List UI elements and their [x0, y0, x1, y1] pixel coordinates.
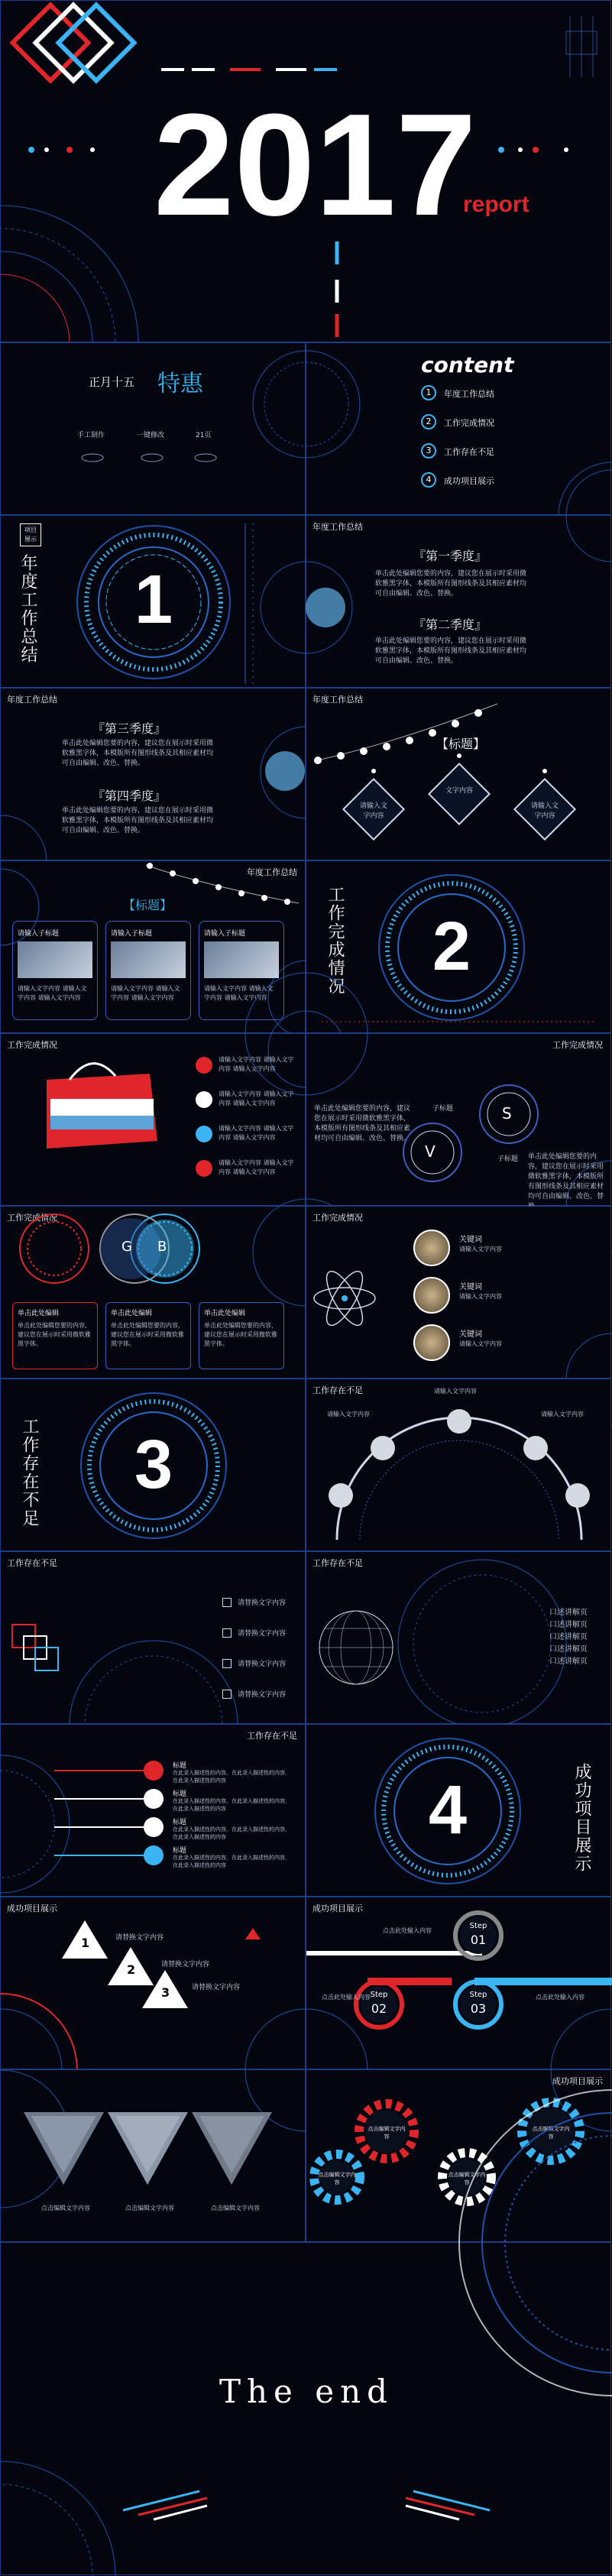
section-2-slide [306, 860, 611, 1033]
triangle-number: 1 [81, 1936, 90, 1950]
gear-label: 点击编辑文字内容 [318, 2172, 356, 2186]
gears [306, 2070, 612, 2243]
bag-item-text: 请输入文字内容 请输入文字内容 请输入文字内容 [219, 1090, 294, 1107]
diamond-3-text: 请输入文字内容 [530, 802, 559, 820]
photo-caption: 点击编辑文字内容 [211, 2205, 260, 2211]
keyword-label: 关键词 [459, 1330, 482, 1339]
triangle-number: 2 [127, 1962, 136, 1977]
slide-header: 工作完成情况 [7, 1040, 57, 1050]
gear-label: 点击编辑文字内容 [448, 2172, 486, 2186]
cards-slide [0, 860, 306, 1033]
slide-header: 工作完成情况 [552, 1040, 603, 1050]
gear-label: 点击编辑文字内容 [368, 2126, 406, 2140]
photo-triangles [1, 2070, 306, 2243]
slide-header: 年度工作总结 [312, 695, 363, 705]
diamonds-title: 【标题】 [436, 737, 486, 751]
bag-item-text: 请输入文字内容 请输入文字内容 请输入文字内容 [219, 1159, 294, 1175]
keyword-photo [413, 1324, 450, 1361]
card-text: 请输入文字内容 请输入文字内容 请输入文字内容 [18, 985, 87, 1001]
keyword-photo [413, 1230, 450, 1266]
steps-slide [306, 1897, 611, 2069]
section-2-title: 工作完成情况 [325, 886, 345, 996]
triangle-text: 请替换文字内容 [161, 1961, 210, 1968]
v-letter: V [425, 1142, 436, 1161]
bag-item-icon [196, 1160, 212, 1177]
section-1-slide [0, 515, 306, 688]
end-slide [0, 2242, 611, 2575]
step-text: 点击此处输入内容 [536, 1994, 584, 2001]
card-subtitle: 请输入子标题 [18, 930, 60, 938]
timeline-text: 在此录入描述性的内容，在此录入描述性的内容，在此录入描述性的内容 [173, 1770, 290, 1784]
cover-report-label: report [463, 192, 529, 217]
timeline-title: 标题 [173, 1762, 187, 1770]
timeline-title: 标题 [173, 1847, 187, 1855]
content-number: 3 [421, 443, 436, 458]
gb-box [199, 1302, 284, 1369]
check-text: 请替换文字内容 [238, 1661, 287, 1668]
vs-right-text: 单击此处编辑您要的内容，建议您在展示时采用微软雅黑字体，本模版所有图形线条及其相应素材均可自由编辑、改色、替 [528, 1153, 604, 1201]
q3-text: 单击此处编辑您要的内容，建议您在展示时采用微软雅黑字体，本模版所有图形线条及其相应素材均可自由编辑、改色、替换。 [62, 740, 214, 767]
content-item: 成功项目展示 [444, 476, 494, 486]
card [105, 921, 191, 1020]
step-number: 01 [470, 1933, 487, 1947]
cover-year: 2017 [154, 84, 477, 246]
timeline-slide [0, 1724, 306, 1897]
vs-slide [306, 1033, 611, 1206]
keyword-label: 关键词 [459, 1236, 482, 1244]
feature-icons [1, 343, 306, 516]
triangles-decoration [1, 1897, 306, 2070]
feature-2: 一键修改 [137, 432, 165, 439]
b-letter: B [157, 1239, 167, 1255]
diamonds-slide [306, 688, 611, 860]
bag-item-icon [196, 1091, 212, 1108]
gears-slide [306, 2069, 611, 2242]
step-label: Step [469, 1922, 487, 1930]
slide-header: 年度工作总结 [7, 695, 57, 705]
step-label: Step [469, 1991, 487, 1999]
q4-heading: 『第四季度』 [92, 789, 167, 803]
talk-item: 口述讲解页 [549, 1621, 588, 1629]
talk-item: 口述讲解页 [549, 1657, 588, 1666]
gb-box-title: 单击此处编辑 [204, 1310, 246, 1317]
gb-box-text: 单击此处编辑您要的内容，建议您在展示时采用微软雅黑字体。 [111, 1322, 184, 1347]
triangles-slide [0, 1897, 306, 2069]
q1-heading: 『第一季度』 [413, 549, 487, 563]
checklist-decoration [1, 1552, 306, 1725]
card-subtitle: 请输入子标题 [204, 930, 246, 938]
check-box [222, 1628, 232, 1638]
bag-item-text: 请输入文字内容 请输入文字内容 请输入文字内容 [219, 1056, 294, 1072]
talk-item: 口述讲解页 [549, 1633, 588, 1641]
photo-triangles-slide [0, 2069, 306, 2242]
step-number: 03 [470, 2001, 487, 2016]
keywords-slide [306, 1206, 611, 1379]
arc-icons-slide [306, 1379, 611, 1551]
sub-title: 特惠 [157, 371, 203, 397]
timeline-title: 标题 [173, 1790, 187, 1798]
content-slide [306, 342, 611, 515]
feature-3: 21页 [196, 432, 212, 439]
gb-box [105, 1302, 191, 1369]
card-image [204, 941, 279, 978]
keyword-photo [413, 1277, 450, 1314]
vs-left-text: 单击此处编辑您要的内容，建议您在展示时采用微软雅黑字体，本模版所有图形线条及其相应素材均可自由编辑、改色、替换。 [314, 1105, 411, 1142]
globe-slide [306, 1551, 611, 1724]
gb-box-text: 单击此处编辑您要的内容，建议您在展示时采用微软雅黑字体。 [18, 1322, 91, 1347]
section-2-number: 2 [432, 909, 471, 985]
step-text: 点击此处输入内容 [383, 1927, 432, 1934]
section-3-slide [0, 1379, 306, 1551]
q1-text: 单击此处编辑您要的内容，建议您在展示时采用微软雅黑字体，本模版所有图形线条及其相应素材均可自由编辑、改色、替换。 [375, 570, 527, 598]
gb-box [12, 1302, 98, 1369]
q4-text: 单击此处编辑您要的内容，建议您在展示时采用微软雅黑字体，本模版所有图形线条及其相应素材均可自由编辑、改色、替换。 [62, 807, 214, 834]
sub-small-title: 正月十五 [89, 375, 135, 389]
keyword-text: 请输入文字内容 [459, 1246, 502, 1252]
cover-slide [0, 0, 611, 342]
content-item: 工作完成情况 [444, 418, 494, 428]
checklist-slide [0, 1551, 306, 1724]
photo-caption: 点击编辑文字内容 [41, 2205, 90, 2211]
card-text: 请输入文字内容 请输入文字内容 请输入文字内容 [111, 985, 180, 1001]
card [199, 921, 284, 1020]
slide-header: 工作完成情况 [312, 1213, 363, 1223]
diamond-2-text: 文字内容 [445, 787, 473, 795]
s-label: 子标题 [497, 1155, 519, 1163]
gear-label: 点击编辑文字内容 [532, 2126, 570, 2140]
diamond-shapes [306, 689, 612, 861]
q3q4-slide [0, 688, 306, 860]
diamond-1-text: 请输入文字内容 [359, 802, 387, 820]
photo-caption: 点击编辑文字内容 [125, 2205, 174, 2211]
timeline-text: 在此录入描述性的内容，在此录入描述性的内容，在此录入描述性的内容 [173, 1826, 290, 1840]
check-text: 请替换文字内容 [238, 1691, 287, 1699]
card-subtitle: 请输入子标题 [111, 930, 153, 938]
s-letter: S [502, 1104, 512, 1123]
triangle-number: 3 [161, 1985, 170, 2000]
content-title: content [421, 352, 514, 377]
slide-header: 年度工作总结 [312, 522, 363, 532]
bag-item-text: 请输入文字内容 请输入文字内容 请输入文字内容 [219, 1125, 294, 1141]
section-1-title: 年度工作总结 [18, 554, 37, 664]
arc-icons [306, 1379, 612, 1552]
content-number: 4 [421, 472, 436, 488]
card-image [18, 941, 92, 978]
v-label: 子标题 [432, 1105, 454, 1113]
keyword-label: 关键词 [459, 1283, 482, 1291]
check-box [222, 1598, 232, 1607]
content-item: 工作存在不足 [444, 447, 494, 457]
end-text: The end [219, 2373, 394, 2410]
q2-text: 单击此处编辑您要的内容，建议您在展示时采用微软雅黑字体，本模版所有图形线条及其相应素材均可自由编辑、改色、替换。 [375, 637, 527, 665]
step-text: 点击此处输入内容 [322, 1994, 371, 2001]
steps-decoration [306, 1897, 612, 2070]
slide-header: 工作存在不足 [247, 1731, 297, 1741]
slide-header: 工作存在不足 [7, 1558, 57, 1568]
slide-header: 工作存在不足 [312, 1558, 363, 1568]
slide-header: 年度工作总结 [247, 867, 297, 877]
slide-header: 成功项目展示 [7, 1904, 57, 1913]
arc-label: 请输入文字内容 [541, 1411, 584, 1418]
slide-header: 工作存在不足 [312, 1385, 363, 1395]
card-text: 请输入文字内容 请输入文字内容 请输入文字内容 [204, 985, 274, 1001]
arc-label: 请输入文字内容 [434, 1388, 477, 1395]
gb-box-title: 单击此处编辑 [111, 1310, 153, 1317]
check-box [222, 1659, 232, 1668]
g-letter: G [121, 1239, 132, 1255]
gb-slide [0, 1206, 306, 1379]
triangle-text: 请替换文字内容 [192, 1984, 241, 1991]
timeline-text: 在此录入描述性的内容，在此录入描述性的内容，在此录入描述性的内容 [173, 1798, 290, 1812]
slide-header: 工作完成情况 [7, 1213, 57, 1223]
q1q2-slide [306, 515, 611, 688]
keyword-text: 请输入文字内容 [459, 1340, 502, 1347]
gb-box-title: 单击此处编辑 [18, 1310, 60, 1317]
check-box [222, 1690, 232, 1699]
cards-title: 【标题】 [123, 898, 173, 912]
content-number: 2 [421, 414, 436, 429]
bag-slide [0, 1033, 306, 1206]
arc-label: 请输入文字内容 [327, 1411, 370, 1418]
section-1-number: 1 [134, 562, 173, 638]
check-text: 请替换文字内容 [238, 1599, 287, 1607]
gb-box-text: 单击此处编辑您要的内容，建议您在展示时采用微软雅黑字体。 [204, 1322, 277, 1347]
content-number: 1 [421, 385, 436, 400]
section-4-slide [306, 1724, 611, 1897]
feature-1: 手工制作 [77, 432, 105, 439]
step-number: 02 [371, 2001, 387, 2016]
bag-item-icon [196, 1126, 212, 1142]
talk-item: 口述讲解页 [549, 1645, 588, 1654]
card [12, 921, 98, 1020]
card-image [111, 941, 186, 978]
section-3-number: 3 [134, 1427, 173, 1503]
section-badge: 项目 展示 [20, 523, 41, 546]
section-4-number: 4 [428, 1772, 468, 1849]
slide-header: 成功项目展示 [312, 1904, 363, 1913]
step-label: Step [370, 1991, 388, 1999]
title-slide [0, 342, 306, 515]
talk-item: 口述讲解页 [549, 1609, 588, 1617]
q2-heading: 『第二季度』 [413, 617, 487, 632]
q3-heading: 『第三季度』 [92, 721, 167, 736]
timeline-title: 标题 [173, 1819, 187, 1826]
keyword-text: 请输入文字内容 [459, 1293, 502, 1300]
section-3-title: 工作存在不足 [20, 1418, 39, 1528]
section-4-title: 成功项目展示 [572, 1763, 591, 1873]
bag-item-icon [196, 1057, 212, 1074]
content-item: 年度工作总结 [444, 389, 494, 399]
triangle-text: 请替换文字内容 [115, 1934, 164, 1942]
timeline-text: 在此录入描述性的内容，在此录入描述性的内容，在此录入描述性的内容 [173, 1855, 290, 1868]
check-text: 请替换文字内容 [238, 1630, 287, 1638]
slide-header: 成功项目展示 [552, 2076, 603, 2086]
